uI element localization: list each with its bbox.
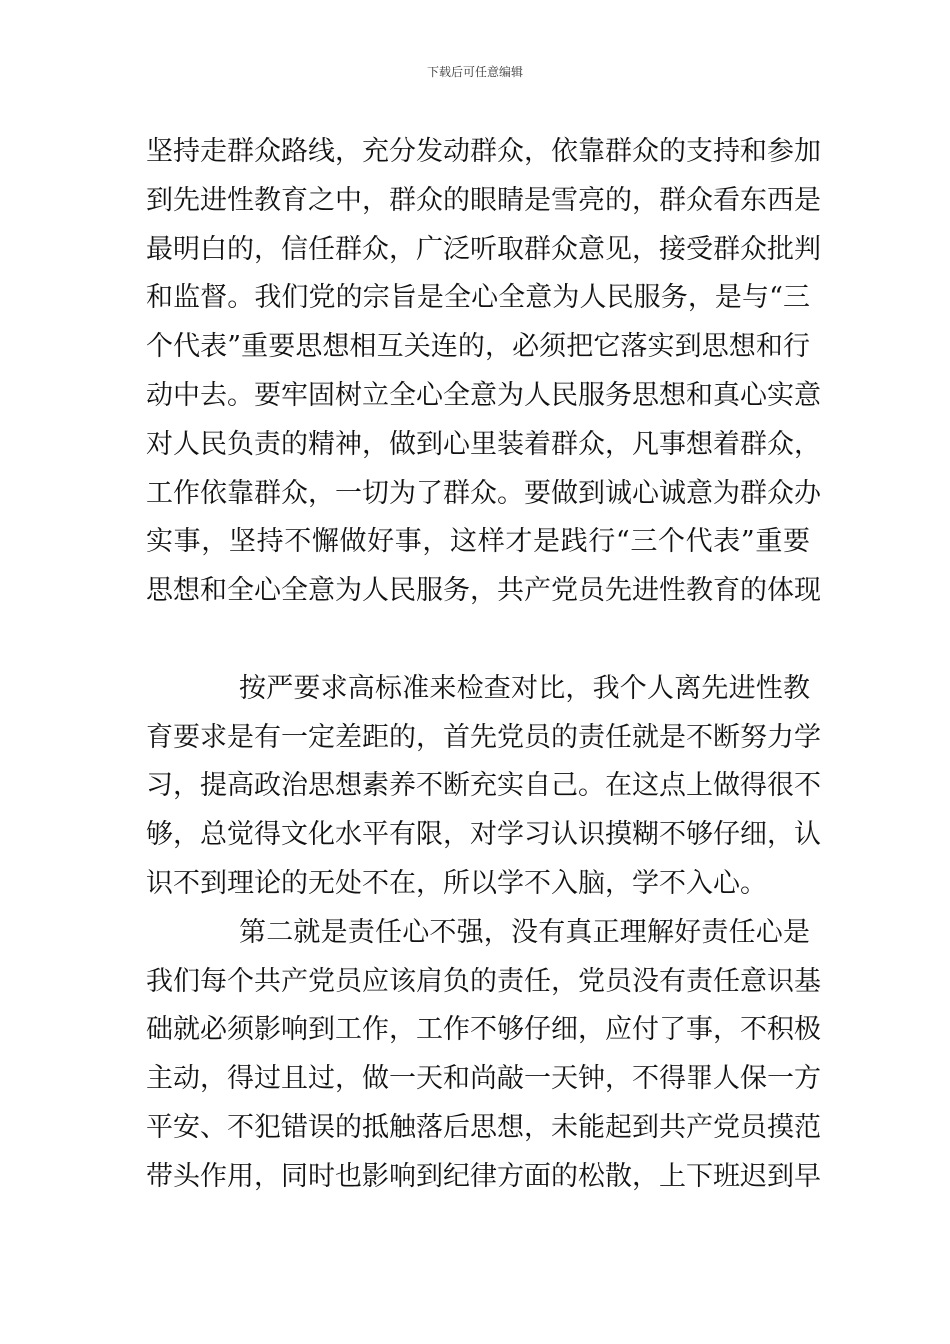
document-body (146, 128, 821, 1202)
paragraph-2 (146, 665, 821, 909)
text-line: 按严要求高标准来检查对比，我个人离先进性教 (239, 672, 810, 704)
text-line: 思想和全心全意为人民服务，共产党员先进性教育的体现 (146, 575, 821, 607)
text-line: 第二就是责任心不强，没有真正理解好责任心是 (239, 916, 810, 948)
text-line: 习，提高政治思想素养不断充实自己。在这点上做得很不 (146, 770, 821, 802)
text-line: 坚持走群众路线，充分发动群众，依靠群众的支持和参加 (146, 136, 821, 167)
text-line: 识不到理论的无处不在，所以学不入脑，学不入心。 (146, 867, 767, 899)
text-line: 础就必须影响到工作，工作不够仔细，应付了事，不积极 (146, 1014, 821, 1046)
paragraph-1 (146, 128, 821, 616)
paragraph-3 (146, 909, 821, 1202)
paragraph-spacer (146, 616, 810, 665)
text-line: 够，总觉得文化水平有限，对学习认识摸糊不够仔细，认 (146, 819, 821, 851)
text-line: 平安、不犯错误的抵触落后思想，未能起到共产党员摸范 (146, 1111, 821, 1143)
page-header: 下载后可任意编辑 (426, 65, 523, 79)
text-line: 最明白的，信任群众，广泛听取群众意见，接受群众批判 (146, 233, 821, 265)
text-line: 动中去。要牢固树立全心全意为人民服务思想和真心实意 (146, 379, 821, 411)
text-line: 我们每个共产党员应该肩负的责任，党员没有责任意识基 (146, 965, 821, 997)
text-line: 育要求是有一定差距的，首先党员的责任就是不断努力学 (146, 721, 821, 753)
text-line: 和监督。我们党的宗旨是全心全意为人民服务，是与“三 (146, 282, 810, 314)
text-line: 个代表”重要思想相互关连的，必须把它落实到思想和行 (146, 331, 810, 363)
text-line: 带头作用，同时也影响到纪律方面的松散，上下班迟到早 (146, 1160, 821, 1192)
text-line: 工作依靠群众，一切为了群众。要做到诚心诚意为群众办 (146, 477, 821, 509)
text-line: 到先进性教育之中，群众的眼睛是雪亮的，群众看东西是 (146, 184, 821, 216)
text-line: 主动，得过且过，做一天和尚敲一天钟，不得罪人保一方 (146, 1063, 821, 1095)
text-line: 对人民负责的精神，做到心里装着群众，凡事想着群众， (146, 428, 821, 460)
text-line: 实事，坚持不懈做好事，这样才是践行“三个代表”重要 (146, 526, 810, 558)
